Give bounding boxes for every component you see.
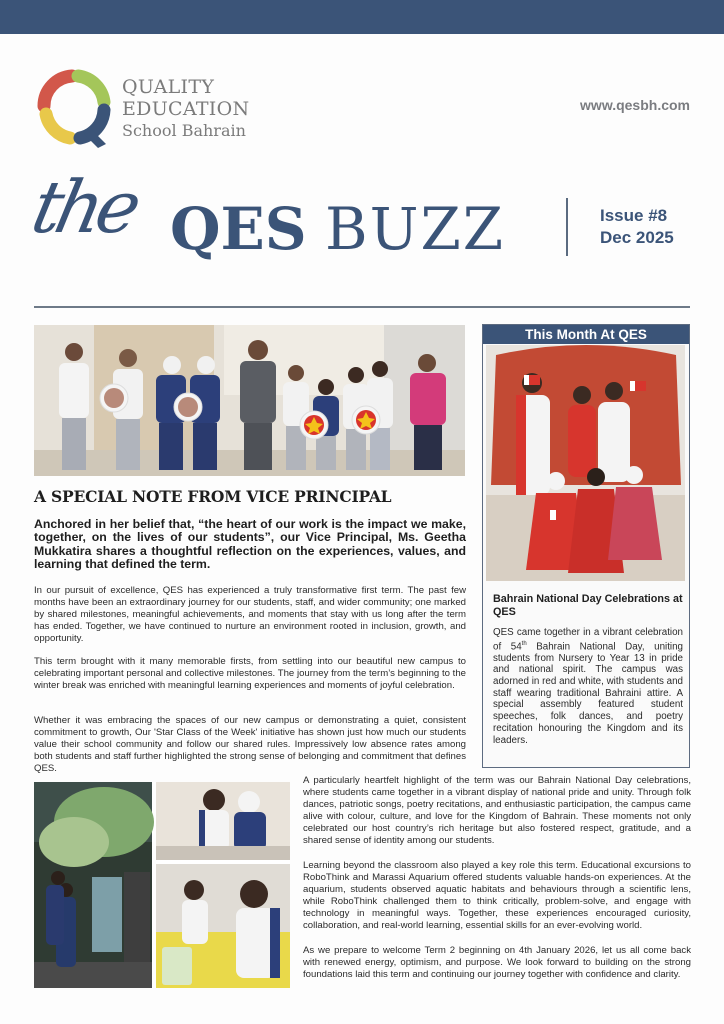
newsletter-masthead xyxy=(25,165,550,290)
article-paragraph-6: As we prepare to welcome Term 2 beginning on 4th January 2026, let us all come back with renewed energy, optimism, and purpose. We look forward to building on the strong foundations laid this term and continuing our journey together with confidence and clarity. xyxy=(303,945,691,980)
logo-text-school-bahrain: School Bahrain xyxy=(122,121,246,140)
article-title: A SPECIAL NOTE FROM VICE PRINCIPAL xyxy=(34,487,392,506)
top-banner xyxy=(0,0,724,34)
collage-illustration xyxy=(34,782,290,988)
national-day-photo xyxy=(486,345,685,581)
issue-date: Dec 2025 xyxy=(600,228,674,247)
header-divider xyxy=(34,306,690,308)
article-lead: Anchored in her belief that, “the heart of our work is the impact we make, together, on the lives of our students”, our Vice Principal, Ms. Geetha Mukkatira shares a thoughtful reflection on the experiences, values, and learning that defined the term. xyxy=(34,517,466,572)
article-paragraph-1: In our pursuit of excellence, QES has experienced a truly transformative first term. The past few months have been an extraordinary journey for our students, staff, and wider community; one marked by shared milestones, meaningful achievements, and moments that stay with us long after the term has ended. Together, we have continued to nurture an environment rooted in inclusion, growth, and opportunity. xyxy=(34,585,466,644)
sidebar-header: This Month At QES xyxy=(483,325,689,344)
masthead-buzz: BUZZ xyxy=(325,195,506,263)
logo-text-quality: QUALITY xyxy=(122,76,215,98)
article-paragraph-2: This term brought with it many memorable firsts, from settling into our beautiful new campus to celebrating important personal and collective milestones. The journey from the term’s beginning to the winter break was enriched with meaningful learning experiences and moments of joyful celebration. xyxy=(34,656,466,691)
masthead-the: the xyxy=(25,165,143,249)
masthead-divider xyxy=(566,198,568,256)
vice-principal-group-photo xyxy=(34,325,465,476)
article-paragraph-5: Learning beyond the classroom also played a key role this term. Educational excursions to RoboThink and Marassi Aquarium offered students valuable hands-on experiences. At the aquarium, students observed aquatic habitats and behaviours through a scientific lens, while RoboThink challenged them to think critically, problem-solve, and engage with technology in meaningful ways. Together, these experiences encouraged curiosity, collaboration, and real-world learning, essential skills for an ever-evolving world. xyxy=(303,860,691,931)
sidebar-article-title: Bahrain National Day Celebrations at QES xyxy=(493,593,683,618)
logo-text-education: EDUCATION xyxy=(122,98,250,120)
masthead-qes: QES xyxy=(170,195,307,263)
issue-info xyxy=(600,205,674,249)
website-url[interactable]: www.qesbh.com xyxy=(580,97,690,113)
article-paragraph-4: A particularly heartfelt highlight of the term was our Bahrain National Day celebrations, where students came together in a vibrant display of national pride and unity. Through folk dances, patriotic songs, poetry recitations, and enthusiastic participation, the campus came alive with colour, culture, and love for the Kingdom of Bahrain. These moments not only celebrated our host country’s rich heritage but also fostered respect, gratitude, and a shared sense of identity among our students. xyxy=(303,775,691,846)
school-logo xyxy=(34,66,264,150)
sidebar-article-text: QES came together in a vibrant celebration of 54th Bahrain National Day, uniting students from Nursery to Year 13 in pride and national spirit. The campus was adorned in red and white, with students and staff wearing traditional Bahraini attire. A special assembly featured student speeches, folk dances, and poetry recitation honouring the Kingdom and its leaders. xyxy=(493,627,683,746)
national-day-illustration xyxy=(486,345,685,581)
q-logo-icon xyxy=(34,66,118,150)
this-month-sidebar xyxy=(482,324,690,768)
excursions-photo-collage xyxy=(34,782,290,988)
issue-number: Issue #8 xyxy=(600,206,668,225)
article-paragraph-3: Whether it was embracing the spaces of our new campus or demonstrating a quiet, consistent commitment to growth, Our 'Star Class of the Week' initiative has shown just how much our students value their school community and follow our shared rules. Impressively low absence rates among both students and staff further highlighted the strong sense of belonging and commitment that defines QES. xyxy=(34,715,466,774)
group-photo-illustration xyxy=(34,325,465,476)
